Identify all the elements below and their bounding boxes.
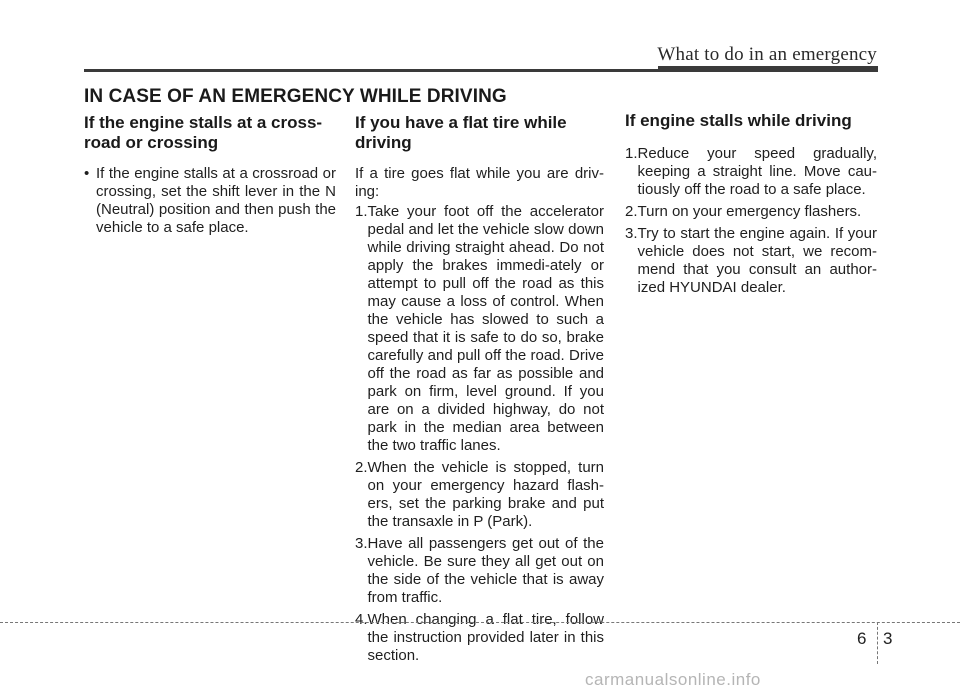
watermark: carmanualsonline.info (585, 670, 761, 689)
step-text: Have all passengers get out of the vehicle. Be sure they all get out on the side of the vehicle that is away from traffic. (367, 535, 604, 606)
header-rule-accent (658, 66, 878, 72)
step-number: 2. (625, 203, 638, 220)
step-text: When changing a flat tire, follow the instruction provided later in this section. (367, 611, 604, 664)
chapter-title: What to do in an emergency (657, 44, 877, 65)
list-item (355, 203, 604, 455)
page-number: 3 (883, 629, 893, 648)
step-number: 1. (355, 203, 368, 220)
heading-flat-tire: If you have a flat tire while driving (355, 113, 567, 152)
list-item (625, 203, 877, 221)
step-number: 4. (355, 611, 368, 628)
footer-rule (0, 622, 960, 623)
step-text: When the vehicle is stopped, turn on your emergency hazard flash-ers, set the parking brake and put the transaxle in P (Park). (367, 459, 604, 530)
step-number: 3. (355, 535, 368, 552)
column-flat-tire (355, 113, 604, 669)
list-item (84, 165, 336, 237)
list-item (355, 535, 604, 607)
flat-tire-intro: If a tire goes flat while you are driv-ing: (355, 165, 604, 200)
step-text: Turn on your emergency flashers. (637, 203, 862, 220)
step-number: 1. (625, 145, 638, 162)
list-item-text: If the engine stalls at a crossroad or crossing, set the shift lever in the N (Neutral) position and then push the vehicle to a safe place. (96, 165, 336, 236)
list-item (625, 225, 877, 297)
step-text: Take your foot off the accelerator pedal and let the vehicle slow down while driving straight ahead. Do not apply the brakes immedi-ately or attempt to pull off the road as this may cause a loss of control. When the vehicle has slowed to such a speed that it is safe to do so, brake carefully and pull off the road. Drive off the road as far as possible and park on firm, level ground. If you are on a divided highway, do not park in the median area between the two traffic lanes. (367, 203, 604, 454)
list-item (625, 145, 877, 199)
step-number: 3. (625, 225, 638, 242)
list-item (355, 459, 604, 531)
step-text: Try to start the engine again. If your vehicle does not start, we recom-mend that you consult an author-ized HYUNDAI dealer. (637, 225, 877, 296)
step-number: 2. (355, 459, 368, 476)
heading-engine-stalls-driving: If engine stalls while driving (625, 111, 852, 130)
chapter-number: 6 (857, 629, 867, 648)
footer-divider (877, 622, 878, 664)
step-text: Reduce your speed gradually, keeping a straight line. Move cau-tiously off the road to a safe place. (637, 145, 877, 198)
section-title: IN CASE OF AN EMERGENCY WHILE DRIVING (84, 86, 507, 107)
column-engine-stall-crossroad (84, 113, 336, 237)
heading-engine-stalls-crossroad: If the engine stalls at a cross-road or crossing (84, 113, 323, 152)
bullet-icon: • (84, 165, 90, 182)
column-engine-stalls-driving (625, 113, 877, 301)
list-item (355, 611, 604, 665)
